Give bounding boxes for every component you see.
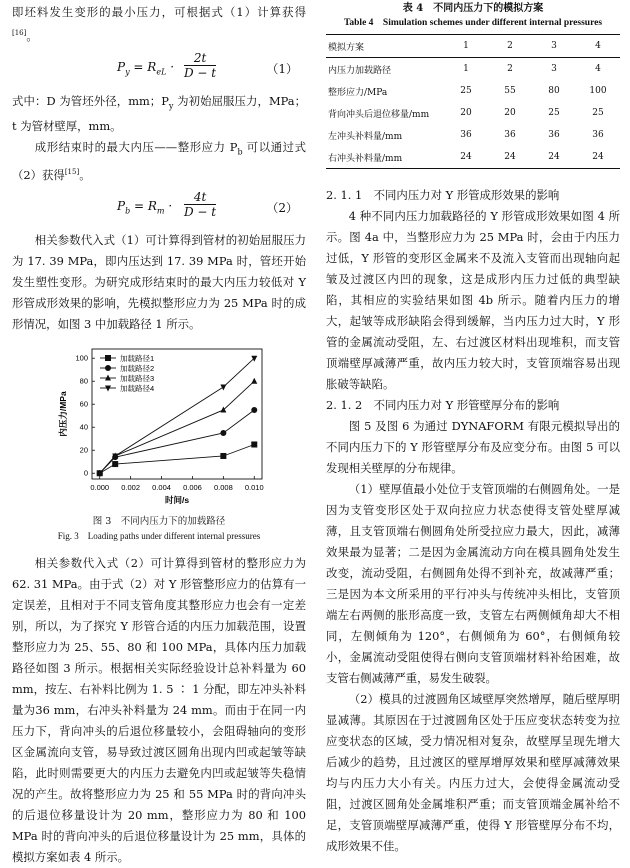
table-cell: 80 [548,86,560,96]
table-cell: 20 [460,108,472,118]
loading-path-chart [12,341,306,511]
data-point [251,356,257,362]
table-row [326,80,620,102]
y-axis-label: 内压力/MPa [58,391,68,437]
x-tick-label: 0.010 [244,483,264,493]
table-row [326,146,620,169]
y-tick-label: 20 [79,445,88,455]
table-header-row [326,35,620,58]
legend-label: 加载路径2 [120,364,155,374]
table-row [326,102,620,124]
table-cell: 1 [444,35,488,58]
data-point [112,461,118,467]
table-cell: 4 [595,64,601,74]
left-paragraph-4: 相关参数代入式（1）可计算得到管材的初始屈服压力为 17. 39 MPa，即内压达到 17. 39 MPa 时，管坯开始发生塑性变形。为研究成形结束时的最大内压力较低对 Y 形管成形效果的影响，先模拟整形应力为 25 MPa 时的成形情况，如图 3 中加载路径 1 所示。 [12,233,306,332]
data-point [251,442,257,448]
table-title-en: Table 4 Simulation schemes under different internal pressures [343,18,603,28]
table-cell: 2 [488,35,532,58]
figure-caption-cn: 图 3 不同内压力下的加载路径 [92,516,226,528]
table-cell: 55 [504,86,516,96]
table-cell: 100 [589,86,607,96]
right-column [326,0,620,857]
x-tick-label: 0.006 [183,483,202,493]
legend-marker [105,386,111,392]
right-paragraph-1: 4 种不同内压力加载路径的 Y 形管成形效果如图 4 所示。图 4a 中，当整形应力为 25 MPa 时，会由于内压力过低，Y 形管的变形区金属来不及流入支管而出现轴向起皱及过渡区内凹的现象，这是成形内压力过低的典型缺陷，其相应的实验结果如图 4b 所示。随着内压力的增大，起皱等成形缺陷会得到缓解，当内压力过大时，Y 形管的金属流动受阻，左、右过渡区材料出现堆积，而支管顶端壁厚减薄严重，故内压力较大时，支管顶端容易出现胀破等缺陷。 [326,209,620,391]
legend-marker [105,375,111,381]
legend-label: 加载路径4 [120,384,155,394]
table-row [326,124,620,146]
right-paragraph-3: （1）壁厚值最小处位于支管顶端的右侧圆角处。一是因为支管变形区处于双向拉应力状态使得支管处壁厚减薄，且支管顶端右侧圆角处所受拉应力最大，因此，减薄效果最为显著；二是因为金属流动方向在模具圆角处发生改变，流动受阻，右侧圆角处得不到补充，故减薄严重；三是因为本文所采用的平行冲头与传统冲头相比，支管顶端左右两侧的胀形高度一致，支管左右两侧倾角却大不相同，左侧倾角为 120°，右侧倾角为 60°，右侧倾角较小，金属流动受阻使得右侧向支管顶端材料补给困难，故支管右侧减薄严重，易发生破裂。 [326,482,620,685]
table-cell: 20 [504,108,516,118]
x-tick-label: 0.008 [213,483,233,493]
x-tick-label: 0.000 [90,483,110,493]
data-point [251,378,257,384]
table-cell: 25 [548,108,560,118]
left-paragraph-1: 即坯料发生变形的最小压力，可根据式（1）计算获得[16]。 [12,5,306,43]
table-cell: 25 [460,86,472,96]
table-row-label: 内压力加载路径 [328,65,392,76]
table-cell: 3 [532,35,576,58]
data-point [251,407,257,413]
figure-caption-en: Fig. 3 Loading paths under different internal pressures [57,531,261,542]
table-cell: 3 [551,64,557,74]
table-title-cn: 表 4 不同内压力下的模拟方案 [402,3,544,14]
data-point [220,385,226,391]
simulation-table [326,34,620,169]
data-point [220,407,226,413]
formula-2: $P_b = R_m$ · $\frac{4t}{D - t}$ （2） [117,190,298,220]
table-row-label: 整形应力/MPa [328,87,388,98]
right-paragraph-4: （2）模具的过渡圆角区域壁厚突然增厚，随后壁厚明显减薄。其原因在于过渡圆角区处于压应变状态转变为拉应变状态的区域，受力情况相对复杂，故壁厚呈现先增大后减少的趋势，且过渡区的壁厚增厚效果和壁厚减薄效果均与内压力大小有关。内压力过大，会使得金属流动受阻，过渡区圆角处金属堆积严重；而支管顶端金属补给不足，支管顶端壁厚减薄严重，使得 Y 形管壁厚分布不均，成形效果不佳。 [326,692,620,853]
y-tick-label: 80 [79,376,88,386]
table-row-label: 左冲头补料量/mm [328,131,403,142]
table-cell: 36 [460,130,472,140]
x-axis-label: 时间/s [164,495,190,506]
section-heading-2-1-2: 2. 1. 2 不同内压力对 Y 形管壁厚分布的影响 [326,398,560,412]
right-paragraph-2: 图 5 及图 6 为通过 DYNAFORM 有限元模拟导出的不同内压力下的 Y 形管壁厚分布及应变分布。由图 5 可以发现相关壁厚的分布规律。 [326,419,620,475]
y-tick-label: 40 [79,422,88,432]
legend-label: 加载路径1 [120,354,155,364]
table-row-label: 模拟方案 [326,35,444,58]
series-line-1 [100,445,255,474]
table-row [326,58,620,81]
formula-1-number: （1） [266,61,298,76]
table-cell: 24 [488,146,532,169]
table-cell: 36 [592,130,604,140]
formula-2-number: （2） [266,201,298,216]
figure-3 [12,341,306,543]
table-cell: 2 [507,64,513,74]
data-point [220,430,226,436]
legend-marker [105,365,111,371]
table-cell: 36 [504,130,516,140]
section-heading-2-1-1: 2. 1. 1 不同内压力对 Y 形管成形效果的影响 [326,188,560,202]
table-cell: 1 [463,64,469,74]
table-cell: 25 [592,108,604,118]
left-paragraph-5: 相关参数代入式（2）可计算得到管材的整形应力为 62. 31 MPa。由于式（2）对 Y 形管整形应力的估算有一定误差，且相对于不同支管角度其整形应力也会有一定差别，所以，为了探究 Y 形管合适的内压力加载范围，设置整形应力为 25、55、80 和 100 MPa，具体内压力加载路径如图 3 所示。根据相关实际经验设计总补料量为 60 mm，按左、右补料比例为 1. 5 ∶ 1 分配，即左冲头补料量为36 mm，右冲头补料量为 24 mm。而由于在同一内压力下，背向冲头的后退位移量较小，会阻碍轴向的变形区金属流向支管，易导致过渡区圆角出现内凹或起皱等缺陷，此时则需要更大的内压力去避免内凹或起皱等失稳情况的产生。故将整形应力为 25 和 55 MPa 时的背向冲头的后退位移量设计为 20 mm，整形应力为 80 和 100 MPa 时的背向冲头的后退位移量设计为 25 mm，具体的模拟方案如表 4 所示。 [12,556,306,865]
left-column [12,0,306,868]
table-row-label: 右冲头补料量/mm [326,146,444,169]
x-tick-label: 0.004 [152,483,171,493]
left-paragraph-2: 式中：D 为管坯外径，mm；$P_y$ 为初始屈服压力，MPa；t 为管材壁厚，mm。 [12,93,306,134]
left-paragraph-3: 成形结束时的最大内压——整形应力 $P_b$ 可以通过式（2）获得[15]。 [12,140,306,183]
y-tick-label: 60 [79,399,88,409]
table-cell: 24 [576,146,620,169]
table-cell: 4 [576,35,620,58]
data-point [220,453,226,459]
x-tick-label: 0.002 [121,483,141,493]
table-row-label: 背向冲头后退位移量/mm [328,109,430,120]
formula-1: $P_y = R_{eL}$ · $\frac{2t}{D - t}$ （1） [117,50,298,80]
legend-marker [105,355,111,361]
y-tick-label: 0 [83,468,88,478]
legend-label: 加载路径3 [120,374,155,384]
table-cell: 24 [532,146,576,169]
table-cell: 24 [444,146,488,169]
y-tick-label: 100 [75,353,88,363]
table-cell: 36 [548,130,560,140]
